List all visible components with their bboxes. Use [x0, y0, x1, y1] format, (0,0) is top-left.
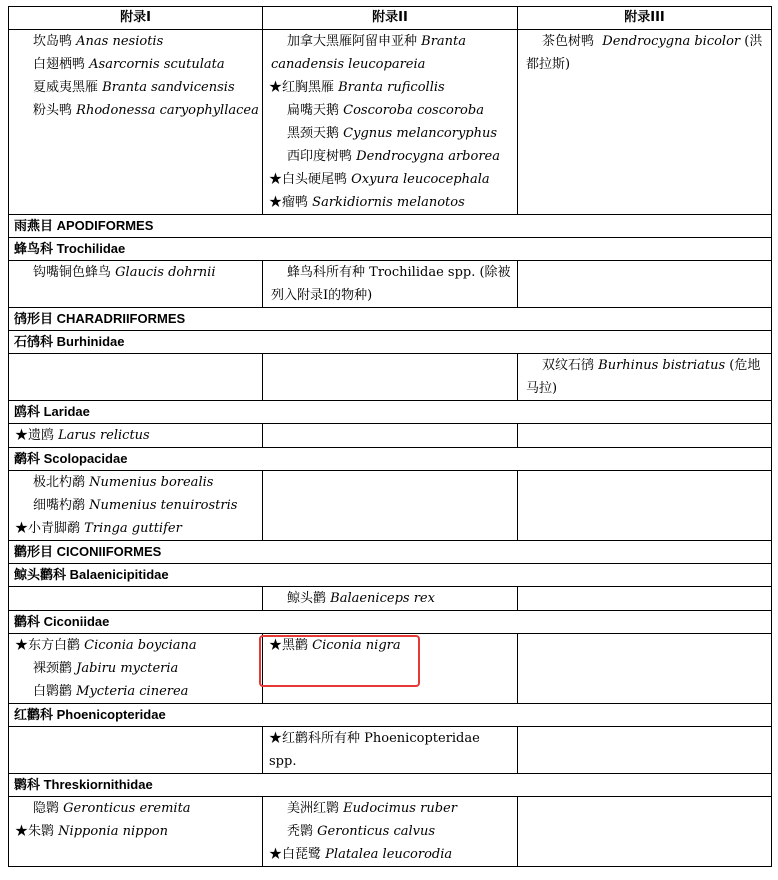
entry-larus-relictus: ★遗鸥 Larus relictus — [15, 428, 150, 443]
species-scientific-name: Sarkidiornis melanotos — [312, 195, 465, 210]
species-entry — [9, 76, 262, 99]
species-chinese-name: 白鹮鹳 — [33, 684, 73, 699]
cell-anatidae-app3 — [518, 30, 772, 215]
star-marker: ★ — [15, 521, 29, 536]
star-marker: ★ — [269, 80, 283, 95]
cell-anatidae-app1 — [9, 30, 263, 215]
species-scientific-name: Coscoroba coscoroba — [343, 103, 484, 118]
entry-ciconia-nigra: ★黑鹳 Ciconia nigra — [269, 638, 401, 653]
family-threskiornithidae: 鹮科 Threskiornithidae — [9, 774, 772, 797]
cell-laridae-app2 — [263, 424, 518, 448]
star-marker: ★ — [15, 824, 29, 839]
species-entry — [9, 494, 262, 517]
species-entry — [263, 191, 517, 214]
species-scientific-name: Branta ruficollis — [338, 80, 445, 95]
order-apodiformes: 雨燕目 APODIFORMES — [9, 215, 772, 238]
species-entry — [9, 30, 262, 53]
cell-laridae-app3 — [518, 424, 772, 448]
cell-scolopacidae-app1 — [9, 471, 263, 541]
species-entry — [263, 145, 517, 168]
entry-burhinus-bistriatus: 双纹石鸻 Burhinus bistriatus (危地马拉) — [526, 358, 761, 396]
cell-phoenicopteridae-app3 — [518, 727, 772, 774]
species-scientific-name: Ciconia boyciana — [84, 638, 197, 653]
cell-ciconiidae-app3 — [518, 634, 772, 704]
species-chinese-name: 白头硬尾鸭 — [282, 172, 348, 187]
species-scientific-name: Branta sandvicensis — [102, 80, 235, 95]
cell-scolopacidae-app2 — [263, 471, 518, 541]
species-entry — [9, 797, 262, 820]
cell-laridae-app1 — [9, 424, 263, 448]
species-chinese-name: 裸颈鹳 — [33, 661, 73, 676]
species-scientific-name: Rhodonessa caryophyllacea — [76, 103, 259, 118]
species-chinese-name: 白琵鹭 — [282, 847, 322, 862]
species-chinese-name: 坎岛鸭 — [33, 34, 73, 49]
entry-glaucis-dohrnii: 钩嘴铜色蜂鸟 Glaucis dohrnii — [33, 265, 216, 280]
species-scientific-name: Numenius tenuirostris — [89, 498, 238, 513]
cell-anatidae-app2 — [263, 30, 518, 215]
star-marker: ★ — [269, 172, 283, 187]
species-scientific-name: Dendrocygna arborea — [356, 149, 500, 164]
species-scientific-name: Geronticus calvus — [317, 824, 436, 839]
family-trochilidae: 蜂鸟科 Trochilidae — [9, 238, 772, 261]
cell-phoenicopteridae-app1 — [9, 727, 263, 774]
entry-trochilidae-spp: 蜂鸟科所有种 Trochilidae spp. (除被列入附录I的物种) — [271, 265, 511, 303]
entry-branta-canadensis: 加拿大黑雁阿留申亚种 Branta canadensis leucopareia — [271, 34, 467, 72]
species-scientific-name: Jabiru mycteria — [76, 661, 179, 676]
species-scientific-name: Eudocimus ruber — [343, 801, 457, 816]
species-entry — [263, 843, 517, 866]
species-chinese-name: 极北杓鹬 — [33, 475, 86, 490]
family-ciconiidae: 鹳科 Ciconiidae — [9, 611, 772, 634]
species-entry — [263, 76, 517, 99]
species-entry — [9, 657, 262, 680]
order-charadriiformes: 鸻形目 CHARADRIIFORMES — [9, 308, 772, 331]
cell-trochilidae-app2 — [263, 261, 518, 308]
species-chinese-name: 秃鹮 — [287, 824, 314, 839]
cell-trochilidae-app3 — [518, 261, 772, 308]
cell-threskiornithidae-app3 — [518, 797, 772, 867]
species-entry — [9, 820, 262, 843]
species-entry — [9, 99, 262, 122]
species-entry — [9, 471, 262, 494]
species-chinese-name: 细嘴杓鹬 — [33, 498, 86, 513]
cell-trochilidae-app1 — [9, 261, 263, 308]
species-entry — [263, 122, 517, 145]
header-appendix-2: 附录II — [263, 7, 518, 30]
species-scientific-name: Cygnus melancoryphus — [343, 126, 498, 141]
header-appendix-1: 附录I — [9, 7, 263, 30]
entry-dendrocygna-bicolor: 茶色树鸭 Dendrocygna bicolor (洪都拉斯) — [526, 34, 763, 72]
star-marker: ★ — [269, 847, 283, 862]
species-chinese-name: 小青脚鹬 — [28, 521, 81, 536]
species-chinese-name: 隐鹮 — [33, 801, 60, 816]
species-chinese-name: 扁嘴天鹅 — [287, 103, 340, 118]
cell-balaenicipitidae-app3 — [518, 587, 772, 611]
species-scientific-name: Nipponia nippon — [58, 824, 168, 839]
species-chinese-name: 白翅栖鸭 — [33, 57, 86, 72]
cell-phoenicopteridae-app2 — [263, 727, 518, 774]
species-scientific-name: Geronticus eremita — [63, 801, 191, 816]
cell-balaenicipitidae-app1 — [9, 587, 263, 611]
species-chinese-name: 美洲红鹮 — [287, 801, 340, 816]
species-scientific-name: Mycteria cinerea — [76, 684, 189, 699]
species-chinese-name: 东方白鹳 — [28, 638, 81, 653]
family-scolopacidae: 鹬科 Scolopacidae — [9, 448, 772, 471]
header-appendix-3: 附录III — [518, 7, 772, 30]
species-chinese-name: 夏威夷黑雁 — [33, 80, 99, 95]
cell-scolopacidae-app3 — [518, 471, 772, 541]
species-scientific-name: Anas nesiotis — [76, 34, 164, 49]
entry-phoenicopteridae-spp: ★红鹳科所有种 Phoenicopteridae spp. — [269, 731, 480, 769]
species-scientific-name: Oxyura leucocephala — [351, 172, 490, 187]
species-entry — [9, 53, 262, 76]
species-entry — [9, 517, 262, 540]
cell-ciconiidae-app1 — [9, 634, 263, 704]
cell-burhinidae-app3 — [518, 354, 772, 401]
species-chinese-name: 西印度树鸭 — [287, 149, 353, 164]
species-chinese-name: 红胸黑雁 — [282, 80, 335, 95]
family-phoenicopteridae: 红鹳科 Phoenicopteridae — [9, 704, 772, 727]
cell-threskiornithidae-app2 — [263, 797, 518, 867]
cell-burhinidae-app2 — [263, 354, 518, 401]
species-scientific-name: Tringa guttifer — [84, 521, 182, 536]
species-entry — [263, 820, 517, 843]
family-laridae: 鸥科 Laridae — [9, 401, 772, 424]
star-marker: ★ — [269, 195, 283, 210]
species-chinese-name: 朱鹮 — [28, 824, 55, 839]
species-scientific-name: Asarcornis scutulata — [89, 57, 225, 72]
order-ciconiiformes: 鹳形目 CICONIIFORMES — [9, 541, 772, 564]
family-balaenicipitidae: 鲸头鹳科 Balaenicipitidae — [9, 564, 772, 587]
family-burhinidae: 石鸻科 Burhinidae — [9, 331, 772, 354]
cites-appendix-table — [8, 6, 772, 867]
species-entry — [9, 680, 262, 703]
species-chinese-name: 瘤鸭 — [282, 195, 309, 210]
highlight-box — [259, 635, 420, 687]
entry-balaeniceps-rex: 鲸头鹳 Balaeniceps rex — [287, 591, 435, 606]
species-chinese-name: 粉头鸭 — [33, 103, 73, 118]
species-scientific-name: Platalea leucorodia — [325, 847, 453, 862]
species-scientific-name: Numenius borealis — [89, 475, 214, 490]
species-entry — [263, 168, 517, 191]
species-chinese-name: 黑颈天鹅 — [287, 126, 340, 141]
cell-balaenicipitidae-app2 — [263, 587, 518, 611]
cell-threskiornithidae-app1 — [9, 797, 263, 867]
species-entry — [263, 99, 517, 122]
cell-burhinidae-app1 — [9, 354, 263, 401]
species-entry — [263, 797, 517, 820]
star-marker: ★ — [15, 638, 29, 653]
species-entry — [9, 634, 262, 657]
